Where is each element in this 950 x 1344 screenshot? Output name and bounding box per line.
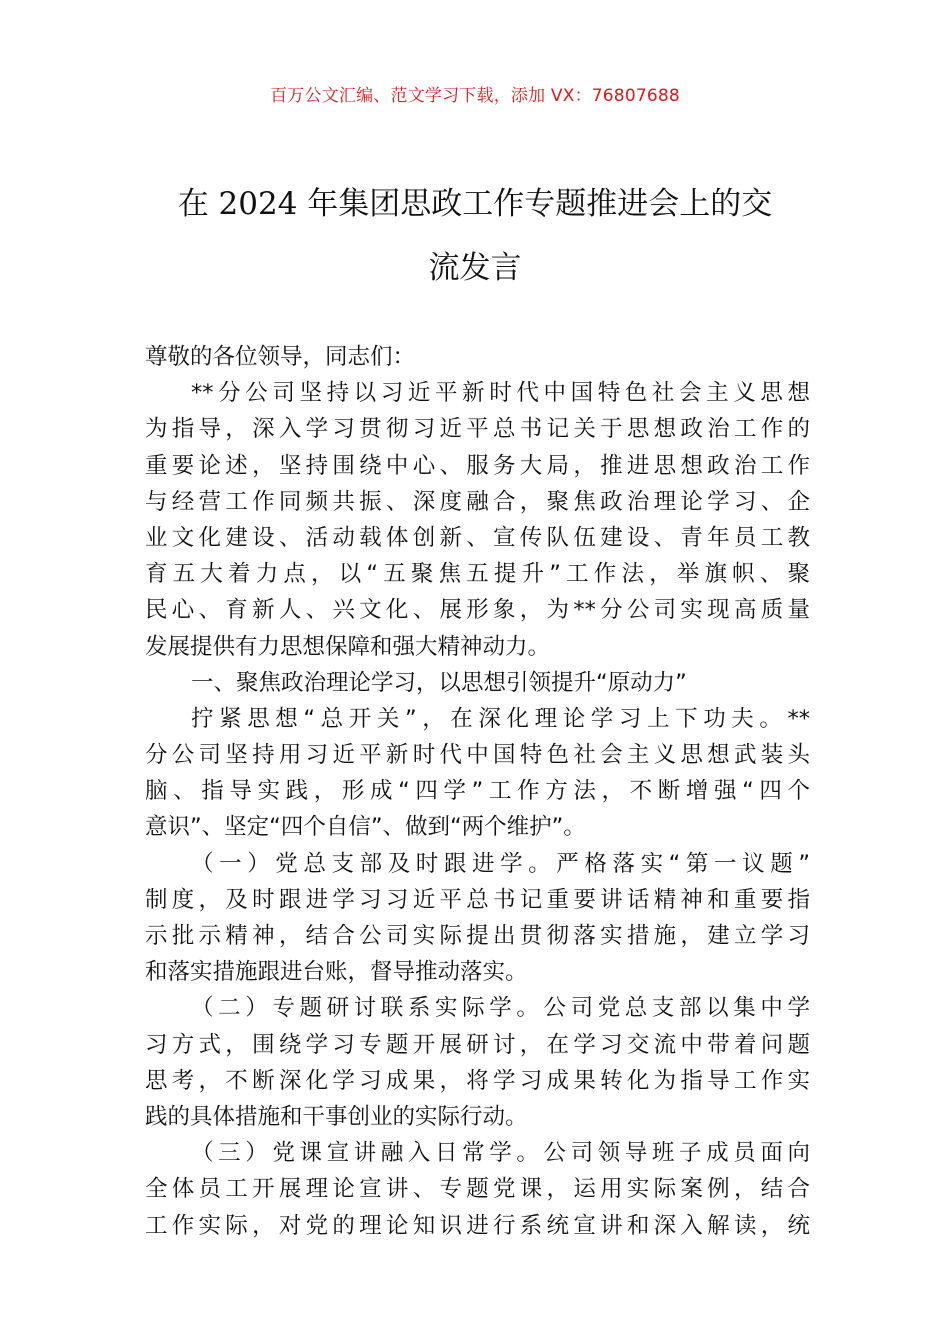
text-line: **分公司坚持以习近平新时代中国特色社会主义思想	[191, 380, 810, 407]
text-line: 习方式，围绕学习专题开展研讨，在学习交流中带着问题	[145, 1031, 810, 1058]
text-line: 制度，及时跟进学习习近平总书记重要讲话精神和重要指	[145, 886, 810, 913]
text-line: 意识”、坚定“四个自信”、做到“两个维护”。	[145, 814, 586, 841]
text-line: （三）党课宣讲融入日常学。公司领导班子成员面向	[191, 1140, 810, 1167]
title-line: 在 2024 年集团思政工作专题推进会上的交	[177, 186, 773, 222]
section-heading-1	[145, 665, 810, 701]
text-line: 践的具体措施和干事创业的实际行动。	[145, 1103, 528, 1130]
paragraph-intro	[145, 375, 810, 665]
salutation: 尊敬的各位领导，同志们：	[145, 344, 416, 370]
text-line: 民心、育新人、兴文化、展形象，为**分公司实现高质量	[145, 597, 810, 624]
paragraph-section-1-intro	[145, 701, 810, 846]
text-line: 工作实际，对党的理论知识进行系统宣讲和深入解读，统	[145, 1212, 810, 1239]
paragraph-item-1	[145, 846, 810, 991]
text-line: 为指导，深入学习贯彻习近平总书记关于思想政治工作的	[145, 416, 810, 443]
text-line: 与经营工作同频共振、深度融合，聚焦政治理论学习、企	[145, 488, 810, 515]
text-line: 示批示精神，结合公司实际提出贯彻落实措施，建立学习	[145, 923, 810, 949]
text-line: （一）党总支部及时跟进学。严格落实“第一议题”	[191, 850, 810, 877]
paragraph-item-2	[145, 990, 810, 1135]
section-heading-text: 一、聚焦政治理论学习，以思想引领提升“原动力”	[191, 669, 687, 696]
document-title	[140, 172, 810, 300]
text-line: 发展提供有力思想保障和强大精神动力。	[145, 633, 551, 660]
title-line: 流发言	[428, 250, 522, 286]
text-line: 和落实措施跟进台账，督导推动落实。	[145, 959, 528, 986]
text-line: 拧紧思想“总开关”，在深化理论学习上下功夫。**	[191, 705, 810, 732]
text-line: 育五大着力点，以“五聚焦五提升”工作法，举旗帜、聚	[145, 561, 810, 588]
text-line: 重要论述，坚持围绕中心、服务大局，推进思想政治工作	[145, 452, 810, 479]
header-promo-note: 百万公文汇编、范文学习下载，添加 VX：76807688	[270, 86, 680, 106]
text-line: 分公司坚持用习近平新时代中国特色社会主义思想武装头	[145, 742, 810, 769]
document-body	[145, 339, 810, 1244]
text-line: 脑、指导实践，形成“四学”工作方法，不断增强“四个	[145, 778, 810, 805]
text-line: 全体员工开展理论宣讲、专题党课，运用实际案例，结合	[145, 1176, 810, 1203]
text-line: （二）专题研讨联系实际学。公司党总支部以集中学	[191, 995, 810, 1022]
text-line: 业文化建设、活动载体创新、宣传队伍建设、青年员工教	[145, 524, 810, 551]
text-line: 思考，不断深化学习成果，将学习成果转化为指导工作实	[145, 1067, 810, 1094]
paragraph-item-3	[145, 1135, 810, 1244]
